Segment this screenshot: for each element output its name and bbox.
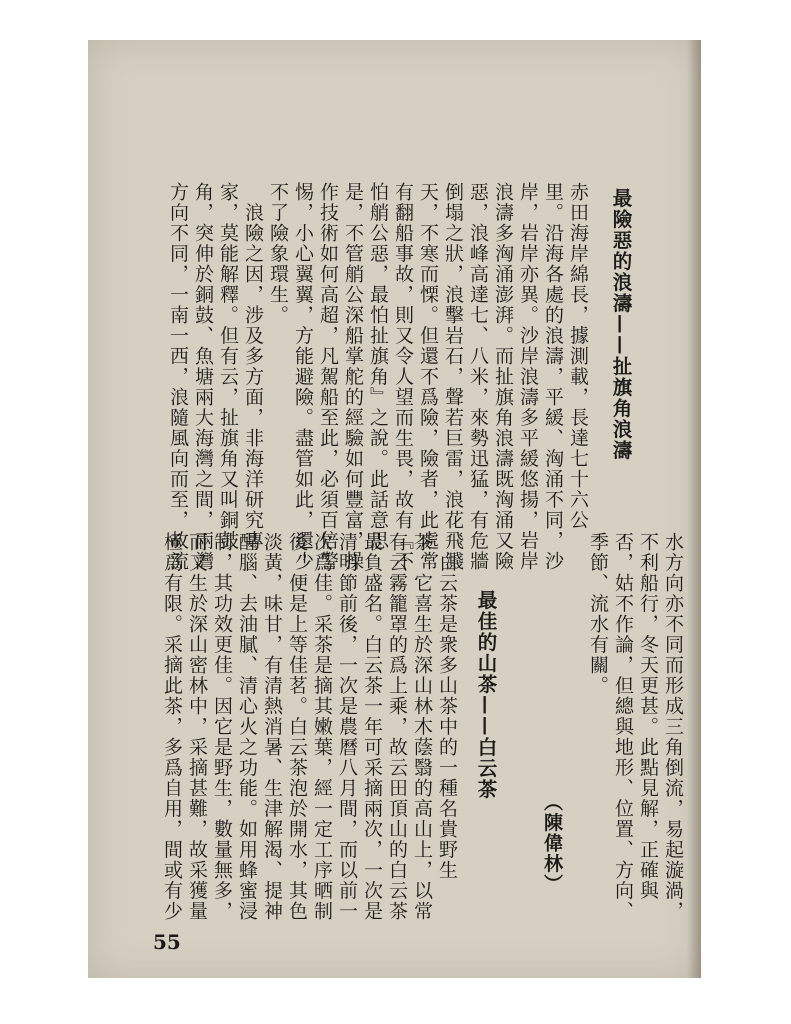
book-page (88, 40, 701, 978)
text-column: 惕，小心翼翼，方能避險。盡管如此，還少 (292, 182, 314, 572)
continued-text-column: 季節、流水有關。 (587, 532, 609, 696)
text-column: 醒腦、去油膩、清心火之功能。如用蜂蜜浸 (236, 532, 258, 922)
text-column: 天，不寒而慄。但還不爲險，險者，此處常 (417, 182, 439, 572)
text-column: 倒塌之狀，浪擊岩石，聲若巨雷，浪花飛濺 (442, 182, 464, 572)
page-number: 55 (153, 930, 181, 954)
author-credit: （陳偉林） (541, 792, 563, 895)
text-column: 不了險象環生。 (267, 182, 289, 326)
text-column: 淡黃，味甘，有清熱消暑、生津解渴、提神 (261, 532, 283, 922)
text-column: 清明節前後，一次是農曆八月間，而以前一 (336, 532, 358, 922)
text-column: 而又生於深山密林中，采摘甚難，故采獲量 (186, 532, 208, 922)
text-column: 最負盛名。白云茶一年可采摘兩次，一次是 (361, 532, 383, 922)
text-column: 岸，岩岸亦異。沙岸浪濤多平緩悠揚，岩岸 (517, 182, 539, 572)
continued-text-column: 水方向亦不同而形成三角倒流，易起漩渦， (662, 532, 684, 922)
text-column: 方向不同，一南一西，浪隨風向而至，故流 (167, 182, 189, 572)
continued-text-column: 不利船行，冬天更甚。此點見解，正確與 (637, 532, 659, 901)
text-column: 浪濤多洶涌澎湃。而扯旗角浪濤既洶涌又險 (492, 182, 514, 572)
text-column: 後，便是上等佳茗。白云茶泡於開水，其色 (286, 532, 308, 922)
text-column: 白云茶是衆多山茶中的一種名貴野生 (436, 532, 458, 881)
text-column: 惡，浪峰高達七、八米，來勢迅猛，有危牆 (467, 182, 489, 572)
section-heading-rough-waves: 最險惡的浪濤——扯旗角浪濤 (609, 188, 633, 461)
text-column: 里。沿海各處的浪濤，平緩、洶涌不同，沙 (542, 182, 564, 572)
text-column: 赤田海岸綿長，據測載，長達七十六公 (567, 182, 589, 531)
text-column: 怕艄公惡，最怕扯旗角』之說。此話意思 (367, 182, 389, 551)
text-column: 制，其功效更佳。因它是野生，數量無多， (211, 532, 233, 922)
text-column: 次爲佳。采茶是摘其嫩葉，經一定工序晒制 (311, 532, 333, 922)
continued-text-column: 否，姑不作論，但總與地形、位置、方向、 (612, 532, 634, 922)
text-column: 角，突伸於銅鼓、魚塘兩大海灣之間，兩灣 (192, 182, 214, 572)
text-column: 極爲有限。采摘此茶，多爲自用，間或有少 (161, 532, 183, 922)
text-column: 家，莫能解釋。但有云，扯旗角又叫銅鼓 (217, 182, 239, 551)
text-column: 是，不管艄公深船掌舵的經驗如何豐富，操 (342, 182, 364, 572)
text-column: 茶。它喜生於深山林木蔭翳的高山上，以常 (411, 532, 433, 922)
text-column: 有翻船事故，則又令人望而生畏，故有『不 (392, 182, 414, 572)
text-column: 浪險之因，涉及多方面，非海洋研究專 (242, 182, 264, 551)
text-column: 有云霧籠罩的爲上乘，故云田頂山的白云茶 (386, 532, 408, 922)
text-column: 作技術如何高超，凡駕船至此，必須百倍警 (317, 182, 339, 572)
section-heading-white-cloud-tea: 最佳的山茶——白云茶 (474, 590, 498, 800)
